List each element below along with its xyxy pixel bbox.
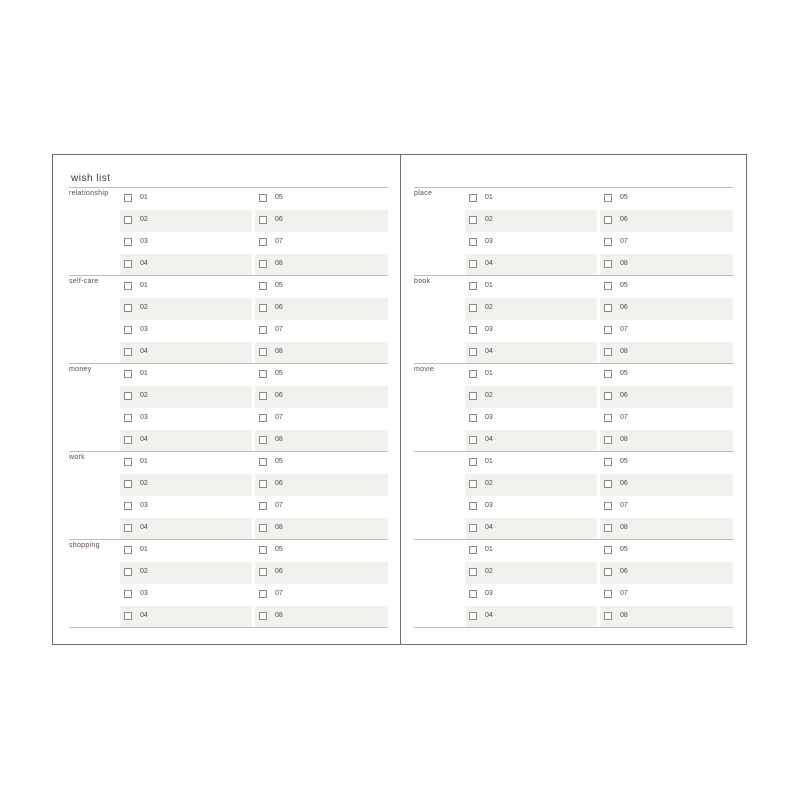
checkbox-icon[interactable] (604, 590, 612, 598)
checkbox-icon[interactable] (124, 260, 132, 268)
item-number: 05 (620, 546, 628, 553)
wish-item (120, 364, 252, 386)
checkbox-icon[interactable] (469, 348, 477, 356)
item-number: 06 (275, 216, 283, 223)
checkbox-icon[interactable] (604, 326, 612, 334)
wish-item (465, 232, 597, 254)
wish-section (414, 452, 733, 540)
wish-item (600, 452, 733, 474)
wish-item (255, 276, 388, 298)
item-number: 08 (620, 260, 628, 267)
item-number: 02 (140, 480, 148, 487)
item-number: 02 (140, 304, 148, 311)
item-number: 06 (620, 216, 628, 223)
wish-item (120, 606, 252, 628)
section-divider (69, 627, 388, 628)
checkbox-icon[interactable] (259, 216, 267, 224)
item-number: 04 (140, 612, 148, 619)
wish-section (69, 540, 388, 628)
wish-item (255, 408, 388, 430)
wish-item (120, 342, 252, 364)
checkbox-icon[interactable] (124, 238, 132, 246)
wish-item (255, 540, 388, 562)
wish-item (120, 232, 252, 254)
checkbox-icon[interactable] (469, 524, 477, 532)
item-number: 04 (485, 612, 493, 619)
item-number: 02 (140, 392, 148, 399)
wish-item (255, 364, 388, 386)
checkbox-icon[interactable] (124, 458, 132, 466)
wish-item (465, 342, 597, 364)
item-number: 07 (620, 414, 628, 421)
item-number: 07 (620, 326, 628, 333)
checkbox-icon[interactable] (604, 480, 612, 488)
checkbox-icon[interactable] (259, 568, 267, 576)
checkbox-icon[interactable] (604, 238, 612, 246)
wish-item (465, 386, 597, 408)
checkbox-icon[interactable] (604, 612, 612, 620)
checkbox-icon[interactable] (259, 436, 267, 444)
item-number: 03 (485, 590, 493, 597)
wish-item (255, 254, 388, 276)
checkbox-icon[interactable] (469, 546, 477, 554)
wish-section (414, 276, 733, 364)
wish-section (69, 452, 388, 540)
wish-item (255, 474, 388, 496)
item-number: 07 (620, 502, 628, 509)
checkbox-icon[interactable] (259, 546, 267, 554)
checkbox-icon[interactable] (259, 238, 267, 246)
item-number: 01 (140, 370, 148, 377)
wish-item (600, 430, 733, 452)
wish-item (465, 320, 597, 342)
checkbox-icon[interactable] (469, 392, 477, 400)
wish-item (600, 364, 733, 386)
item-number: 05 (620, 370, 628, 377)
checkbox-icon[interactable] (124, 414, 132, 422)
wish-item (600, 474, 733, 496)
wish-item (255, 562, 388, 584)
wish-item (255, 606, 388, 628)
item-number: 04 (140, 436, 148, 443)
checkbox-icon[interactable] (469, 370, 477, 378)
item-number: 02 (485, 480, 493, 487)
wish-item (465, 254, 597, 276)
wish-item (465, 584, 597, 606)
wish-item (600, 188, 733, 210)
wish-item (600, 210, 733, 232)
item-number: 06 (275, 568, 283, 575)
checkbox-icon[interactable] (469, 216, 477, 224)
checkbox-icon[interactable] (604, 370, 612, 378)
checkbox-icon[interactable] (469, 436, 477, 444)
checkbox-icon[interactable] (604, 348, 612, 356)
wish-item (600, 408, 733, 430)
checkbox-icon[interactable] (259, 348, 267, 356)
item-number: 03 (140, 590, 148, 597)
wish-item (465, 364, 597, 386)
item-number: 06 (620, 480, 628, 487)
wish-item (465, 540, 597, 562)
wish-item (600, 496, 733, 518)
item-number: 04 (485, 260, 493, 267)
checkbox-icon[interactable] (469, 194, 477, 202)
wish-item (255, 386, 388, 408)
wish-item (600, 584, 733, 606)
checkbox-icon[interactable] (259, 524, 267, 532)
checkbox-icon[interactable] (259, 194, 267, 202)
wish-item (600, 254, 733, 276)
item-number: 08 (275, 612, 283, 619)
wish-item (600, 518, 733, 540)
checkbox-icon[interactable] (469, 612, 477, 620)
item-number: 06 (620, 304, 628, 311)
checkbox-icon[interactable] (469, 480, 477, 488)
wish-section (414, 540, 733, 628)
wish-item (255, 518, 388, 540)
wish-item (120, 430, 252, 452)
checkbox-icon[interactable] (259, 326, 267, 334)
item-number: 03 (140, 414, 148, 421)
wish-item (600, 298, 733, 320)
checkbox-icon[interactable] (259, 458, 267, 466)
checkbox-icon[interactable] (604, 392, 612, 400)
item-number: 01 (140, 194, 148, 201)
wish-section (414, 364, 733, 452)
wish-item (465, 430, 597, 452)
item-number: 06 (620, 568, 628, 575)
checkbox-icon[interactable] (124, 216, 132, 224)
checkbox-icon[interactable] (604, 304, 612, 312)
wish-item (465, 188, 597, 210)
wish-item (465, 298, 597, 320)
checkbox-icon[interactable] (469, 502, 477, 510)
item-number: 05 (275, 458, 283, 465)
item-number: 05 (275, 194, 283, 201)
item-number: 02 (140, 216, 148, 223)
checkbox-icon[interactable] (259, 282, 267, 290)
item-number: 06 (275, 304, 283, 311)
item-number: 08 (275, 348, 283, 355)
page-spine (400, 155, 401, 644)
wish-item (120, 254, 252, 276)
checkbox-icon[interactable] (259, 260, 267, 268)
item-number: 01 (485, 282, 493, 289)
wish-item (600, 232, 733, 254)
item-number: 07 (275, 238, 283, 245)
item-number: 07 (275, 326, 283, 333)
category-label: work (69, 454, 85, 461)
category-label: place (414, 190, 433, 197)
item-number: 08 (620, 524, 628, 531)
item-number: 08 (620, 348, 628, 355)
wish-item (600, 320, 733, 342)
wish-section (69, 276, 388, 364)
checkbox-icon[interactable] (259, 612, 267, 620)
wish-item (120, 188, 252, 210)
item-number: 06 (275, 480, 283, 487)
planner-spread (52, 154, 747, 645)
item-number: 01 (140, 282, 148, 289)
checkbox-icon[interactable] (124, 546, 132, 554)
checkbox-icon[interactable] (124, 326, 132, 334)
item-number: 04 (140, 524, 148, 531)
right-page (414, 155, 733, 644)
checkbox-icon[interactable] (124, 612, 132, 620)
checkbox-icon[interactable] (259, 502, 267, 510)
item-number: 08 (275, 260, 283, 267)
item-number: 03 (485, 326, 493, 333)
checkbox-icon[interactable] (124, 282, 132, 290)
item-number: 01 (140, 458, 148, 465)
checkbox-icon[interactable] (604, 458, 612, 466)
checkbox-icon[interactable] (259, 304, 267, 312)
checkbox-icon[interactable] (124, 590, 132, 598)
wish-item (255, 232, 388, 254)
item-number: 08 (275, 524, 283, 531)
item-number: 01 (485, 194, 493, 201)
page-title: wish list (71, 173, 111, 184)
item-number: 08 (275, 436, 283, 443)
wish-item (600, 606, 733, 628)
item-number: 06 (275, 392, 283, 399)
item-number: 07 (275, 590, 283, 597)
wish-item (255, 298, 388, 320)
wish-item (255, 320, 388, 342)
checkbox-icon[interactable] (469, 458, 477, 466)
wish-item (120, 584, 252, 606)
item-number: 01 (485, 370, 493, 377)
item-number: 05 (275, 370, 283, 377)
wish-item (120, 452, 252, 474)
checkbox-icon[interactable] (124, 524, 132, 532)
checkbox-icon[interactable] (469, 326, 477, 334)
item-number: 07 (620, 238, 628, 245)
item-number: 03 (140, 238, 148, 245)
checkbox-icon[interactable] (604, 502, 612, 510)
item-number: 07 (275, 414, 283, 421)
checkbox-icon[interactable] (124, 194, 132, 202)
wish-item (600, 386, 733, 408)
item-number: 03 (140, 502, 148, 509)
checkbox-icon[interactable] (124, 370, 132, 378)
checkbox-icon[interactable] (469, 238, 477, 246)
checkbox-icon[interactable] (604, 436, 612, 444)
item-number: 02 (140, 568, 148, 575)
wish-item (465, 276, 597, 298)
item-number: 03 (485, 238, 493, 245)
checkbox-icon[interactable] (469, 304, 477, 312)
item-number: 08 (620, 612, 628, 619)
wish-item (465, 210, 597, 232)
checkbox-icon[interactable] (604, 524, 612, 532)
item-number: 07 (275, 502, 283, 509)
item-number: 02 (485, 304, 493, 311)
checkbox-icon[interactable] (604, 546, 612, 554)
wish-item (600, 540, 733, 562)
checkbox-icon[interactable] (124, 436, 132, 444)
item-number: 05 (620, 458, 628, 465)
item-number: 05 (620, 194, 628, 201)
item-number: 04 (140, 348, 148, 355)
item-number: 06 (620, 392, 628, 399)
item-number: 05 (275, 546, 283, 553)
item-number: 01 (140, 546, 148, 553)
wish-item (255, 584, 388, 606)
checkbox-icon[interactable] (469, 282, 477, 290)
item-number: 07 (620, 590, 628, 597)
checkbox-icon[interactable] (604, 194, 612, 202)
wish-item (465, 496, 597, 518)
wish-item (600, 342, 733, 364)
wish-item (255, 210, 388, 232)
left-page (69, 155, 388, 644)
checkbox-icon[interactable] (469, 260, 477, 268)
checkbox-icon[interactable] (124, 568, 132, 576)
item-number: 04 (485, 436, 493, 443)
checkbox-icon[interactable] (124, 480, 132, 488)
item-number: 05 (275, 282, 283, 289)
checkbox-icon[interactable] (259, 590, 267, 598)
wish-item (465, 606, 597, 628)
wish-item (465, 562, 597, 584)
checkbox-icon[interactable] (259, 480, 267, 488)
item-number: 04 (140, 260, 148, 267)
item-number: 05 (620, 282, 628, 289)
wish-item (120, 320, 252, 342)
category-label: shopping (69, 542, 100, 549)
item-number: 04 (485, 524, 493, 531)
checkbox-icon[interactable] (259, 370, 267, 378)
checkbox-icon[interactable] (604, 282, 612, 290)
wish-item (120, 540, 252, 562)
wish-section (69, 364, 388, 452)
item-number: 03 (485, 502, 493, 509)
item-number: 04 (485, 348, 493, 355)
checkbox-icon[interactable] (259, 414, 267, 422)
wish-item (465, 408, 597, 430)
wish-item (120, 210, 252, 232)
wish-item (120, 474, 252, 496)
section-divider (414, 627, 733, 628)
item-number: 02 (485, 568, 493, 575)
checkbox-icon[interactable] (124, 502, 132, 510)
checkbox-icon[interactable] (469, 568, 477, 576)
wish-item (465, 452, 597, 474)
wish-item (120, 408, 252, 430)
checkbox-icon[interactable] (604, 568, 612, 576)
item-number: 01 (485, 546, 493, 553)
checkbox-icon[interactable] (124, 348, 132, 356)
wish-item (465, 518, 597, 540)
wish-item (255, 342, 388, 364)
wish-item (600, 562, 733, 584)
category-label: money (69, 366, 92, 373)
wish-item (120, 562, 252, 584)
item-number: 01 (485, 458, 493, 465)
checkbox-icon[interactable] (124, 304, 132, 312)
wish-item (120, 518, 252, 540)
category-label: relationship (69, 190, 109, 197)
wish-item (255, 430, 388, 452)
item-number: 03 (140, 326, 148, 333)
item-number: 02 (485, 392, 493, 399)
wish-item (465, 474, 597, 496)
wish-item (255, 452, 388, 474)
item-number: 08 (620, 436, 628, 443)
wish-item (120, 496, 252, 518)
item-number: 02 (485, 216, 493, 223)
wish-item (120, 298, 252, 320)
item-number: 03 (485, 414, 493, 421)
checkbox-icon[interactable] (469, 414, 477, 422)
category-label: self-care (69, 278, 99, 285)
wish-item (120, 386, 252, 408)
wish-item (600, 276, 733, 298)
checkbox-icon[interactable] (604, 260, 612, 268)
category-label: movie (414, 366, 435, 373)
wish-section (414, 188, 733, 276)
wish-item (255, 188, 388, 210)
checkbox-icon[interactable] (604, 414, 612, 422)
checkbox-icon[interactable] (604, 216, 612, 224)
checkbox-icon[interactable] (124, 392, 132, 400)
checkbox-icon[interactable] (469, 590, 477, 598)
wish-section (69, 188, 388, 276)
wish-item (120, 276, 252, 298)
wish-item (255, 496, 388, 518)
category-label: book (414, 278, 431, 285)
checkbox-icon[interactable] (259, 392, 267, 400)
